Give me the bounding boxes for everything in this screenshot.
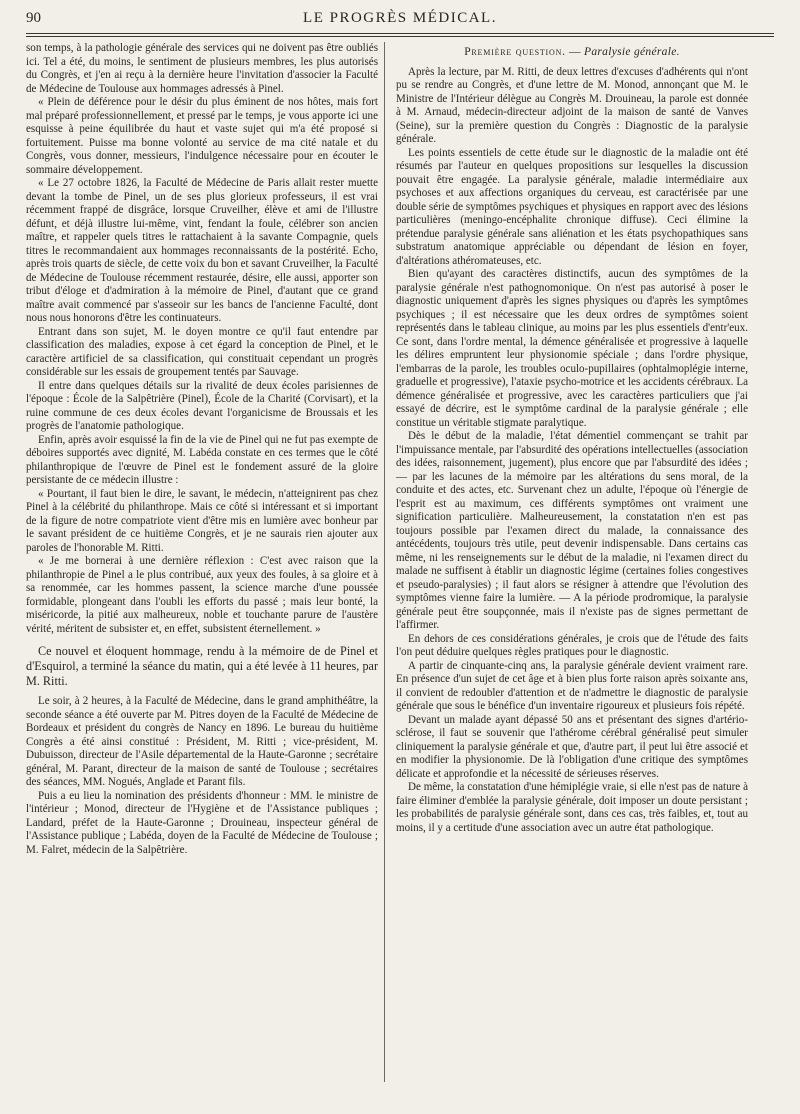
paragraph: son temps, à la pathologie générale des services qui ne doivent pas être oubliés ici. Tel a été, du moins, le sentiment de plusieurs membres, les plus autorisés du Congrès, et j'en ai reçu à la dernière heure l'invitation d'associer la Faculté de Médecine de Toulouse aux hommages adressés à Pinel. — [26, 42, 378, 95]
paragraph: « Je me bornerai à une dernière réflexion : C'est avec raison que la philanthropie de Pinel a le plus contribué, aux yeux des foules, à sa gloire et à sa renommée, car les hommes passent, la science marche d'une poussée formidable, plongeant dans l'oubli les efforts du passé ; mais leur bonté, la miséricorde, la pitié aux malheureux, noble et touchante parure de l'austère vérité, méritent de subsister et, en effet, subsistent éternellement. » — [26, 555, 378, 635]
paragraph: Les points essentiels de cette étude sur le diagnostic de la maladie ont été résumés par l'auteur en quelques propositions sur lesquelles la discussion pouvait être engagée. La paralysie générale, maladie intermédiaire aux psychoses et aux affections organiques du cerveau, est caractérisée par une double série de symptômes psychiques et physiques en rapport avec des lésions particulières (meningo-encéphalite chronique diffuse). Ceci élimine la prétendue paralysie générale sans aliénation et les états psychopathiques sans substratum anatomique appréciable ou dépendant de lésion en foyer, d'altérations athéromateuses, etc. — [396, 146, 748, 267]
paragraph: Après la lecture, par M. Ritti, de deux lettres d'excuses d'adhérents qui n'ont pu se rendre au Congrès, et d'une lettre de M. Monod, annonçant que M. le Ministre de l'Intérieur délègue au Congrès M. Drouineau, la parole est donnée à M. Arnaud, médecin-directeur adjoint de la maison de santé de Vanves (Seine), sur la première question du Congrès : Diagnostic de la paralysie générale. — [396, 65, 748, 145]
page-number: 90 — [26, 10, 41, 26]
running-head: LE PROGRÈS MÉDICAL. — [303, 10, 497, 26]
paragraph: Devant un malade ayant dépassé 50 ans et présentant des signes d'artério-sclérose, il faut se souvenir que l'athérome cérébral généralisé peut simuler cliniquement la paralysie générale et que, d'autre part, il peut lui être associé et en modifier la physionomie. De là l'obligation d'une critique des symptômes délicate et approfondie et la nécessité de sérieuses réserves. — [396, 713, 748, 780]
paragraph: Il entre dans quelques détails sur la rivalité de deux écoles parisiennes de l'époque : École de la Salpêtrière (Pinel), École de la Charité (Corvisart), et la ruine commune de ces deux écoles devant l'organicisme de Broussais et les progrès de l'anatomie pathologique. — [26, 379, 378, 432]
paragraph: De même, la constatation d'une hémiplégie vraie, si elle n'est pas de nature à faire éliminer d'emblée la paralysie générale, doit imposer un doute persistant ; les probabilités de paralysie générale sont, dans ces cas, très faibles, et, tout au moins, il y a certitude d'une association avec un autre état pathologique. — [396, 781, 748, 834]
page-header — [26, 8, 774, 32]
paragraph: « Pourtant, il faut bien le dire, le savant, le médecin, n'atteignirent pas chez Pinel à la célébrité du philanthrope. Mais ce côté si intéressant et si important de la figure de notre compatriote vient d'être mis en lumière avec bonheur par le savant président de ce huitième Congrès, et je ne saurais rien ajouter aux paroles de l'honorable M. Ritti. — [26, 487, 378, 554]
section-heading — [396, 46, 748, 60]
paragraph: « Le 27 octobre 1826, la Faculté de Médecine de Paris allait rester muette devant la tombe de Pinel, un de ses plus glorieux professeurs, il est vrai récemment frappé de disgrâce, lorsque Cruveilher, élève et ami de l'illustre défunt, et déjà illustre lui-même, vint, fendant la foule, célébrer son ancien maître, et rappeler quels titres le rattachaient à la savante Compagnie, quels titres le recommandaient aux hommages reconnaissants de la postérité. Echo, après trois quarts de siècle, de cette voix du bon et savant Cruveilher, la Faculté de Médecine de Toulouse récemment restaurée, désire, elle aussi, apporter son tribut d'éloge et d'admiration à la mémoire de Pinel, d'autant que ce grand maître avait commencé par s'asseoir sur les bancs de l'ancienne Faculté, dont nous nous honorons d'être les continuateurs. — [26, 177, 378, 324]
question-label: Première question. — [464, 46, 566, 58]
right-column — [396, 42, 748, 835]
paragraph: Enfin, après avoir esquissé la fin de la vie de Pinel qui ne fut pas exempte de déboires supportés avec dignité, M. Labéda constate en ces termes que le côté philanthropique de l'œuvre de Pinel est le fondement assuré de la gloire persistante de ce médecin illustre : — [26, 433, 378, 486]
paragraph: Bien qu'ayant des caractères distinctifs, aucun des symptômes de la paralysie générale n'est pathognomonique. On n'est pas autorisé à poser le diagnostic uniquement d'après les signes physiques ou d'après les symptômes psychiques ; il est nécessaire que les deux ordres de symptômes soient représentés dans le tableau clinique, au moins par les plus essentiels d'entr'eux. Ce sont, dans l'ordre mental, la démence généralisée et progressive à laquelle les délires empruntent leur physionomie spéciale ; dans l'ordre physique, l'embarras de la parole, les troubles oculo-pupillaires (ophtalmoplégie interne, graduelle et progressive), l'ataxie psycho-motrice et les accidents cérébraux. La démence généralisée et progressive, avec les caractères particuliers que j'ai essayé de décrire, est le symptôme cardinal de la paralysie générale ; elle constitue un véritable stigmate paralytique. — [396, 268, 748, 429]
heading-dash: — — [565, 46, 585, 58]
header-rule — [26, 33, 774, 34]
paragraph: « Plein de déférence pour le désir du plus éminent de nos hôtes, mais fort mal préparé professionnellement, et pressé par le temps, je vous apporte ici une esquisse à peine équilibrée du haut et vaste sujet qui m'a été proposé si fortuitement. Puisse ma bonne volonté au service de ma cité natale et du Congrès, vous donner, messieurs, l'indulgence nécessaire pour en écouter le sommaire développement. — [26, 96, 378, 176]
paragraph: Le soir, à 2 heures, à la Faculté de Médecine, dans le grand amphithéâtre, la seconde séance a été ouverte par M. Pitres doyen de la Faculté de Médecine de Bordeaux et président du congrès de Nancy en 1896. Le bureau du huitième Congrès a été ainsi constitué : Président, M. Ritti ; vice-président, M. Dubuisson, directeur de l'Asile départemental de la Haute-Garonne ; secrétaire général, M. Parant, directeur de la maison de santé de Toulouse ; secrétaires des séances, MM. Nogués, Anglade et Parant fils. — [26, 695, 378, 788]
paragraph: A partir de cinquante-cinq ans, la paralysie générale devient vraiment rare. En présence d'un sujet de cet âge et à bien plus forte raison après soixante ans, il convient de redoubler d'attention et de n'admettre le diagnostic de paralysie générale que sous le bénéfice d'un inventaire rigoureux et plusieurs fois répété. — [396, 659, 748, 712]
column-divider — [384, 42, 385, 1082]
header-rule-thin — [26, 36, 774, 37]
paragraph: En dehors de ces considérations générales, je crois que de l'étude des faits l'on peut déduire quelques règles pratiques pour le diagnostic. — [396, 632, 748, 658]
question-title: Paralysie générale. — [584, 46, 680, 58]
closing-paragraph: Ce nouvel et éloquent hommage, rendu à la mémoire de de Pinel et d'Esquirol, a terminé la séance du matin, qui a été levée à 11 heures, par M. Ritti. — [26, 644, 378, 688]
paragraph: Puis a eu lieu la nomination des présidents d'honneur : MM. le ministre de l'intérieur ; Monod, directeur de l'Hygiène et de l'Assistance publiques ; Landard, préfet de la Haute-Garonne ; Drouineau, inspecteur général de l'Assistance publique ; Labéda, doyen de la Faculté de Médecine de Toulouse ; M. Falret, médecin de la Salpêtrière. — [26, 789, 378, 856]
paragraph: Entrant dans son sujet, M. le doyen montre ce qu'il faut entendre par classification des maladies, expose à cet égard la conception de Pinel, et le caractère artificiel de sa classification, qui constituait cependant un progrès considérable sur les essais de groupement tentés par Sauvage. — [26, 325, 378, 378]
paragraph: Dès le début de la maladie, l'état démentiel commençant se trahit par l'impuissance mentale, par l'absurdité des opérations intellectuelles (association des idées, raisonnement, jugement), plus encore que par l'absurdité des idées ; — par les lacunes de la mémoire par les altérations du sens moral, de la conduite et des actes, etc. Survenant chez un adulte, l'époque où l'énergie de l'esprit est au maximum, ces différents symptômes ont vraiment une signification particulière. Malheureusement, la constatation n'en est pas toujours possible par l'examen direct du malade, la connaissance des antécédents, toujours très utile, peut devenir indispensable. Dans certains cas même, ni les renseignements sur le début de la maladie, ni l'examen direct du malade ne suffisent à établir un diagnostic légime (certaines folies congestives et pseudo-paralysies) ; il faut alors se résigner à attendre que l'évolution des symptômes vienne faire la lumière. — A la période prodromique, la paralysie générale peut être soupçonnée, mais il n'existe pas de signes permettant de l'affirmer. — [396, 430, 748, 631]
left-column — [26, 42, 378, 857]
